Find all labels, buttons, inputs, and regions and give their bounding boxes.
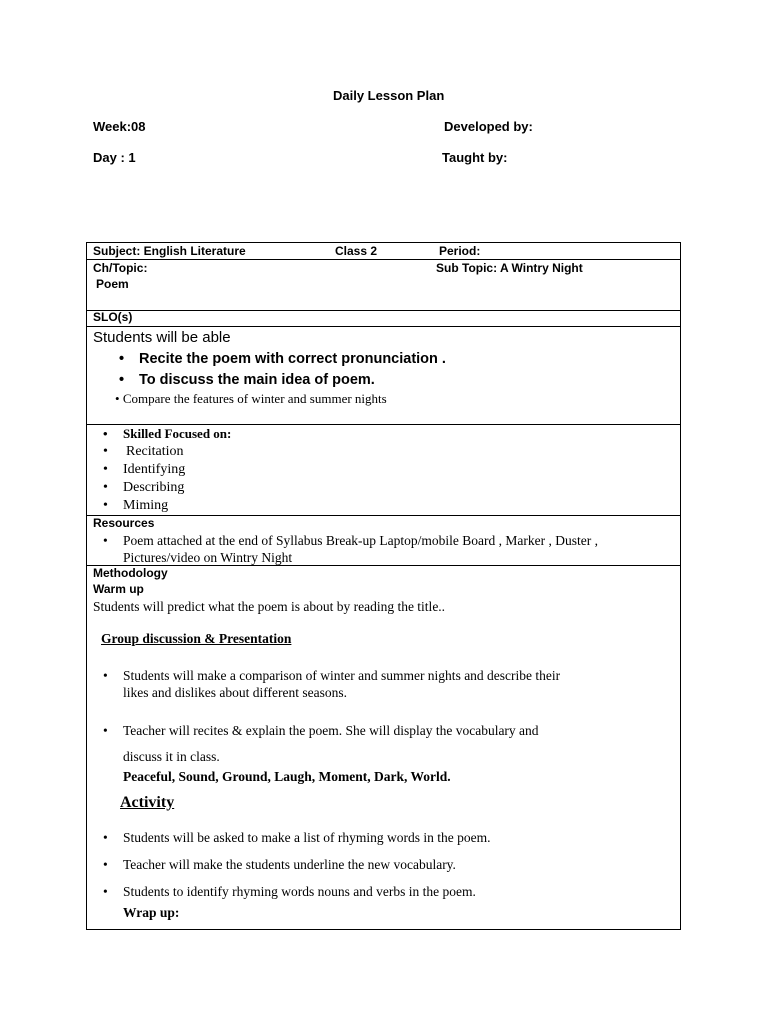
activity-item: • Students to identify rhyming words nouns and verbs in the poem. (93, 878, 490, 905)
group-line: Teacher will recites & explain the poem. She will display the vocabulary and (123, 723, 539, 738)
skills-heading: • Skilled Focused on: (93, 425, 231, 443)
bullet-icon: • (115, 391, 123, 406)
page-title: Daily Lesson Plan (333, 88, 445, 103)
ch-topic-value: Poem (96, 277, 129, 291)
activity-heading: Activity (120, 794, 175, 811)
row-divider (87, 259, 680, 260)
subject-label: Subject: English Literature (93, 244, 246, 258)
resource-item (93, 532, 598, 566)
skills-list (93, 425, 231, 515)
slo-item: Compare the features of winter and summer nights (122, 391, 387, 406)
slo-intro: Students will be able (93, 329, 231, 346)
group-line: discuss it in class. (123, 749, 220, 764)
slo-heading: SLO(s) (93, 310, 133, 324)
ch-topic-label: Ch/Topic: (93, 261, 148, 275)
sub-topic-label: Sub Topic: A Wintry Night (436, 261, 583, 275)
row-divider (87, 326, 680, 327)
lesson-table (86, 242, 681, 930)
group-item (93, 667, 560, 701)
skill-item: • Identifying (93, 461, 231, 479)
period-label: Period: (439, 244, 481, 258)
resource-line: Pictures/video on Wintry Night (123, 550, 293, 565)
group-line: likes and dislikes about different seasons. (123, 685, 347, 700)
skill-item: • Describing (93, 479, 231, 497)
slo-item: • To discuss the main idea of poem. (109, 370, 446, 391)
vocabulary-words: Peaceful, Sound, Ground, Laugh, Moment, Dark, World. (123, 769, 451, 784)
skill-text: Recitation (126, 444, 184, 459)
group-item (93, 718, 539, 770)
resources-list (93, 532, 598, 566)
day-label: Day : 1 (93, 150, 136, 165)
slo-item-compare (115, 391, 387, 407)
row-divider (87, 515, 680, 516)
warmup-text: Students will predict what the poem is about by reading the title.. (93, 599, 446, 614)
activity-item: • Teacher will make the students underline the new vocabulary. (93, 851, 490, 878)
group-line: Students will make a comparison of winter and summer nights and describe their (123, 668, 561, 683)
wrapup-heading: Wrap up: (123, 905, 180, 920)
developed-by-label: Developed by: (444, 119, 533, 134)
skill-item: • Miming (93, 497, 231, 515)
taught-by-label: Taught by: (442, 150, 508, 165)
group-list (93, 667, 560, 701)
warmup-heading: Warm up (93, 582, 144, 596)
skill-item (93, 443, 231, 461)
group-discussion-heading: Group discussion & Presentation (101, 631, 292, 646)
slo-list (109, 349, 446, 391)
methodology-heading: Methodology (93, 566, 168, 580)
activity-item: • Students will be asked to make a list of rhyming words in the poem. (93, 824, 490, 851)
resource-line: Poem attached at the end of Syllabus Break-up Laptop/mobile Board , Marker , Duster , (123, 533, 598, 548)
class-label: Class 2 (335, 244, 378, 258)
activity-list (93, 824, 490, 905)
week-label: Week:08 (93, 119, 146, 134)
resources-heading: Resources (93, 516, 155, 530)
slo-item: • Recite the poem with correct pronunciation . (109, 349, 446, 370)
group-list-2 (93, 718, 539, 770)
row-divider (87, 310, 680, 311)
